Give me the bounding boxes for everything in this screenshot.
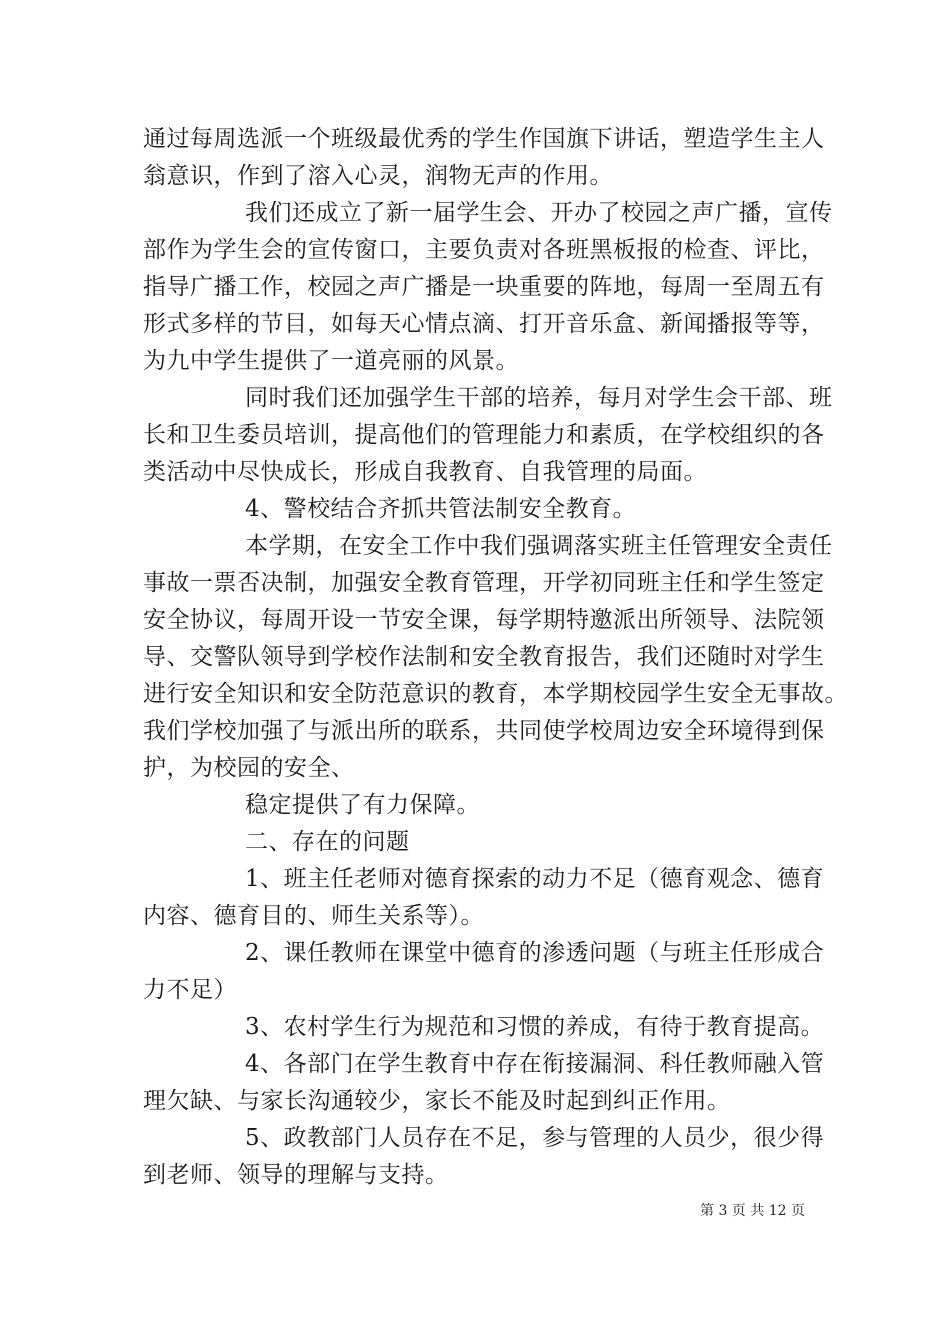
text-line: 内容、德育目的、师生关系等）。 bbox=[143, 903, 484, 929]
text-line: 力不足） bbox=[143, 977, 237, 1003]
text-line: 为九中学生提供了一道亮丽的风景。 bbox=[143, 348, 519, 374]
text-line: 安全协议，每周开设一节安全课，每学期特邀派出所领导、法院领 bbox=[143, 607, 825, 633]
list-item: 2、课任教师在课堂中德育的渗透问题（与班主任形成合 bbox=[245, 940, 825, 966]
text-line: 形式多样的节目，如每天心情点滴、打开音乐盒、新闻播报等等， bbox=[143, 311, 825, 337]
list-item: 5、政教部门人员存在不足，参与管理的人员少，很少得 bbox=[245, 1125, 825, 1151]
text-line: 翁意识，作到了溶入心灵，润物无声的作用。 bbox=[143, 163, 613, 189]
text-line: 导、交警队领导到学校作法制和安全教育报告，我们还随时对学生 bbox=[143, 644, 825, 670]
text-line: 事故一票否决制，加强安全教育管理，开学初同班主任和学生签定 bbox=[143, 570, 825, 596]
text-line: 到老师、领导的理解与支持。 bbox=[143, 1162, 449, 1188]
text-line: 类活动中尽快成长，形成自我教育、自我管理的局面。 bbox=[143, 459, 707, 485]
text-line: 部作为学生会的宣传窗口，主要负责对各班黑板报的检查、评比， bbox=[143, 237, 825, 263]
text-line: 指导广播工作，校园之声广播是一块重要的阵地，每周一至周五有 bbox=[143, 274, 825, 300]
list-item: 4、各部门在学生教育中存在衔接漏洞、科任教师融入管 bbox=[245, 1051, 825, 1077]
page-number-footer: 第 3 页 共 12 页 bbox=[700, 1203, 805, 1219]
text-line: 同时我们还加强学生干部的培养，每月对学生会干部、班 bbox=[245, 385, 833, 411]
text-line: 长和卫生委员培训，提高他们的管理能力和素质，在学校组织的各 bbox=[143, 422, 825, 448]
text-line: 我们还成立了新一届学生会、开办了校园之声广播，宣传 bbox=[245, 200, 833, 226]
section-heading: 二、存在的问题 bbox=[245, 829, 410, 855]
text-line: 理欠缺、与家长沟通较少，家长不能及时起到纠正作用。 bbox=[143, 1088, 731, 1114]
list-item: 3、农村学生行为规范和习惯的养成，有待于教育提高。 bbox=[245, 1014, 825, 1040]
text-line: 通过每周选派一个班级最优秀的学生作国旗下讲话，塑造学生主人 bbox=[143, 126, 825, 152]
list-item: 1、班主任老师对德育探索的动力不足（德育观念、德育 bbox=[245, 866, 825, 892]
text-line: 护，为校园的安全、 bbox=[143, 755, 355, 781]
section-heading: 4、警校结合齐抓共管法制安全教育。 bbox=[245, 496, 637, 522]
text-line: 进行安全知识和安全防范意识的教育，本学期校园学生安全无事故。 bbox=[143, 681, 848, 707]
text-line: 我们学校加强了与派出所的联系，共同使学校周边安全环境得到保 bbox=[143, 718, 825, 744]
text-line: 稳定提供了有力保障。 bbox=[245, 792, 480, 818]
text-line: 本学期，在安全工作中我们强调落实班主任管理安全责任 bbox=[245, 533, 833, 559]
